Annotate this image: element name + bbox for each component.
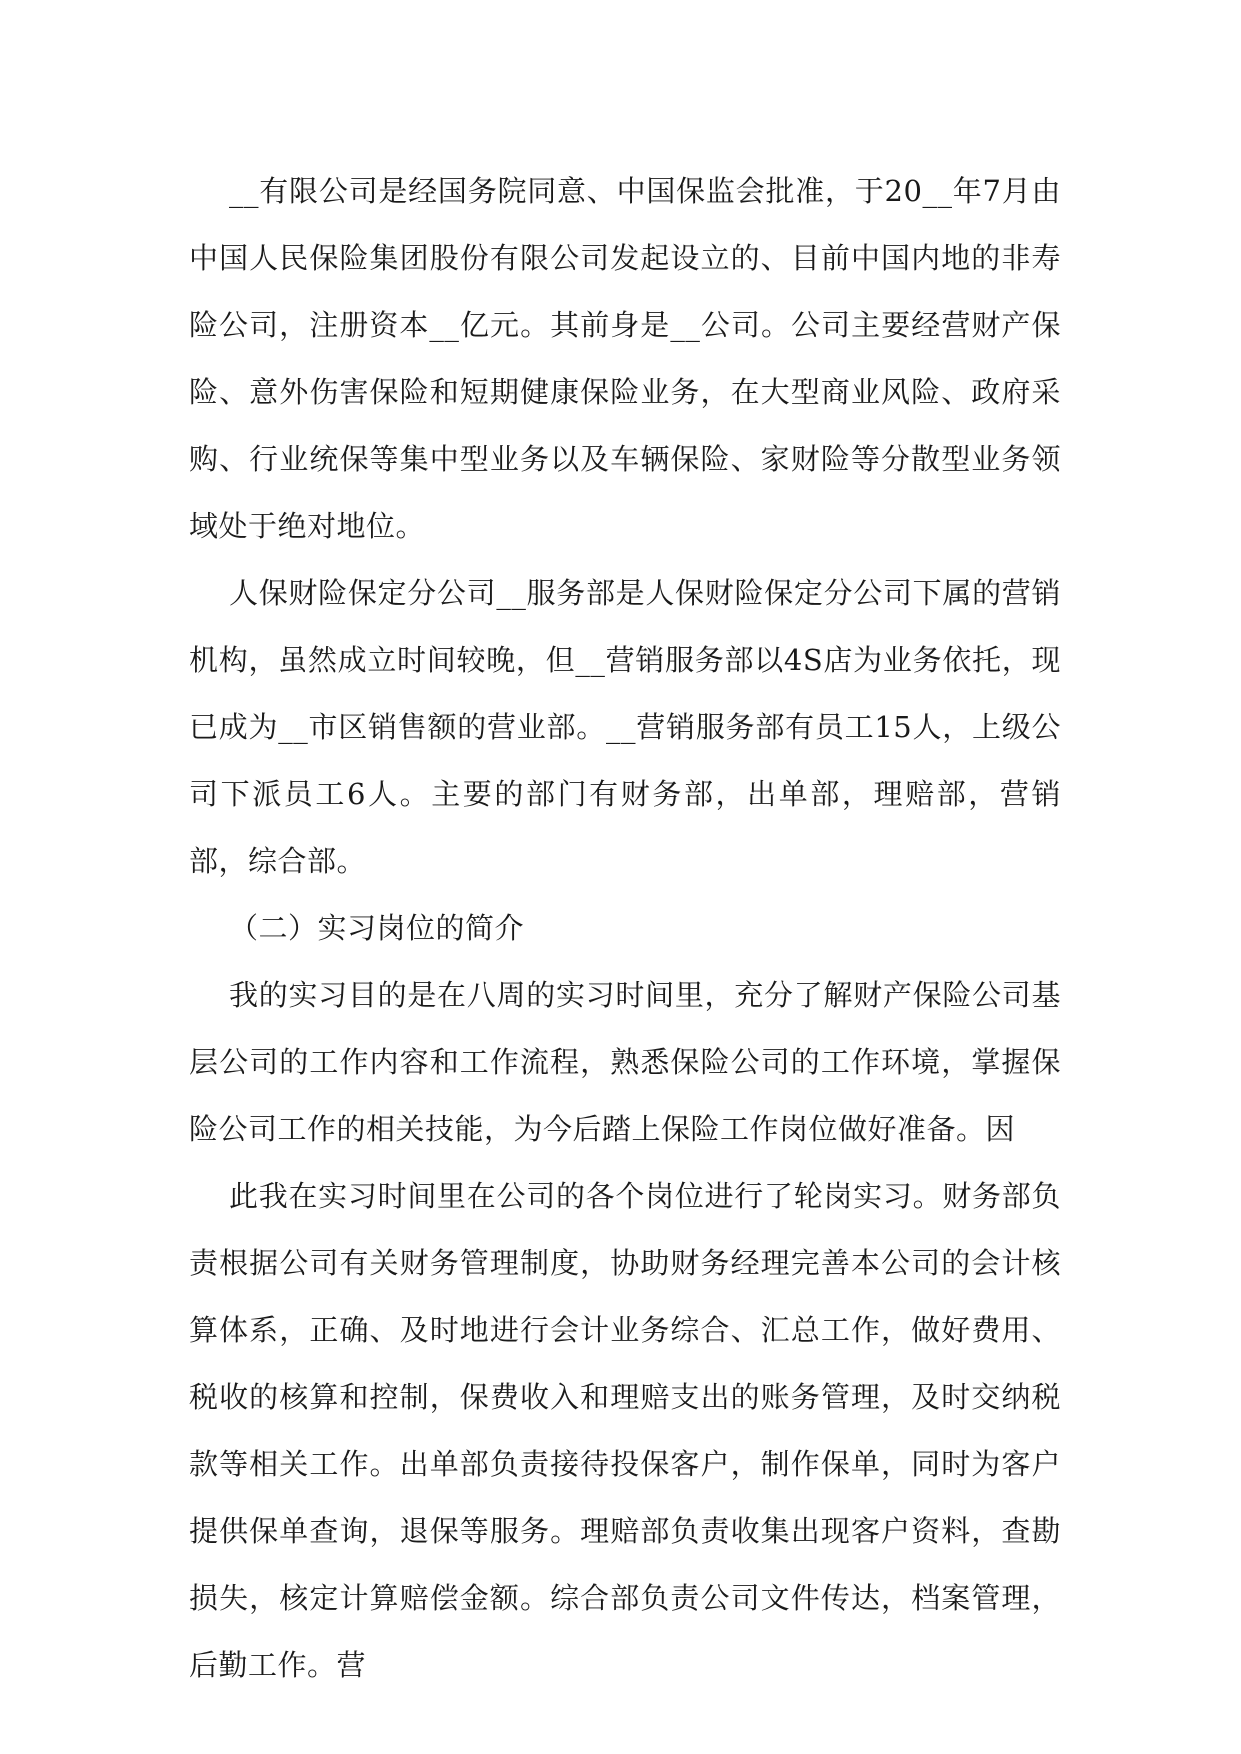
document-body: [189, 158, 1061, 1699]
section-heading: （二）实习岗位的简介: [229, 911, 525, 945]
paragraph-rotation-details: 此我在实习时间里在公司的各个岗位进行了轮岗实习。财务部负责根据公司有关财务管理制度，协助财务经理完善本公司的会计核算体系，正确、及时地进行会计业务综合、汇总工作，做好费用、税收的核算和控制，保费收入和理赔支出的账务管理，及时交纳税款等相关工作。出单部负责接待投保客户，制作保单，同时为客户提供保单查询，退保等服务。理赔部负责收集出现客户资料，查勘损失，核定计算赔偿金额。综合部负责公司文件传达，档案管理，后勤工作。营: [189, 1179, 1061, 1682]
paragraph-company-intro: __有限公司是经国务院同意、中国保监会批准，于20__年7月由中国人民保险集团股份有限公司发起设立的、目前中国内地的非寿险公司，注册资本__亿元。其前身是__公司。公司主要经营财产保险、意外伤害保险和短期健康保险业务，在大型商业风险、政府采购、行业统保等集中型业务以及车辆保险、家财险等分散型业务领域处于绝对地位。: [189, 174, 1061, 543]
paragraph-internship-purpose: 我的实习目的是在八周的实习时间里，充分了解财产保险公司基层公司的工作内容和工作流程，熟悉保险公司的工作环境，掌握保险公司工作的相关技能，为今后踏上保险工作岗位做好准备。因: [189, 978, 1061, 1146]
paragraph-branch-intro: 人保财险保定分公司__服务部是人保财险保定分公司下属的营销机构，虽然成立时间较晚，但__营销服务部以4S店为业务依托，现已成为__市区销售额的营业部。__营销服务部有员工15人，上级公司下派员工6人。主要的部门有财务部，出单部，理赔部，营销部，综合部。: [189, 576, 1061, 878]
